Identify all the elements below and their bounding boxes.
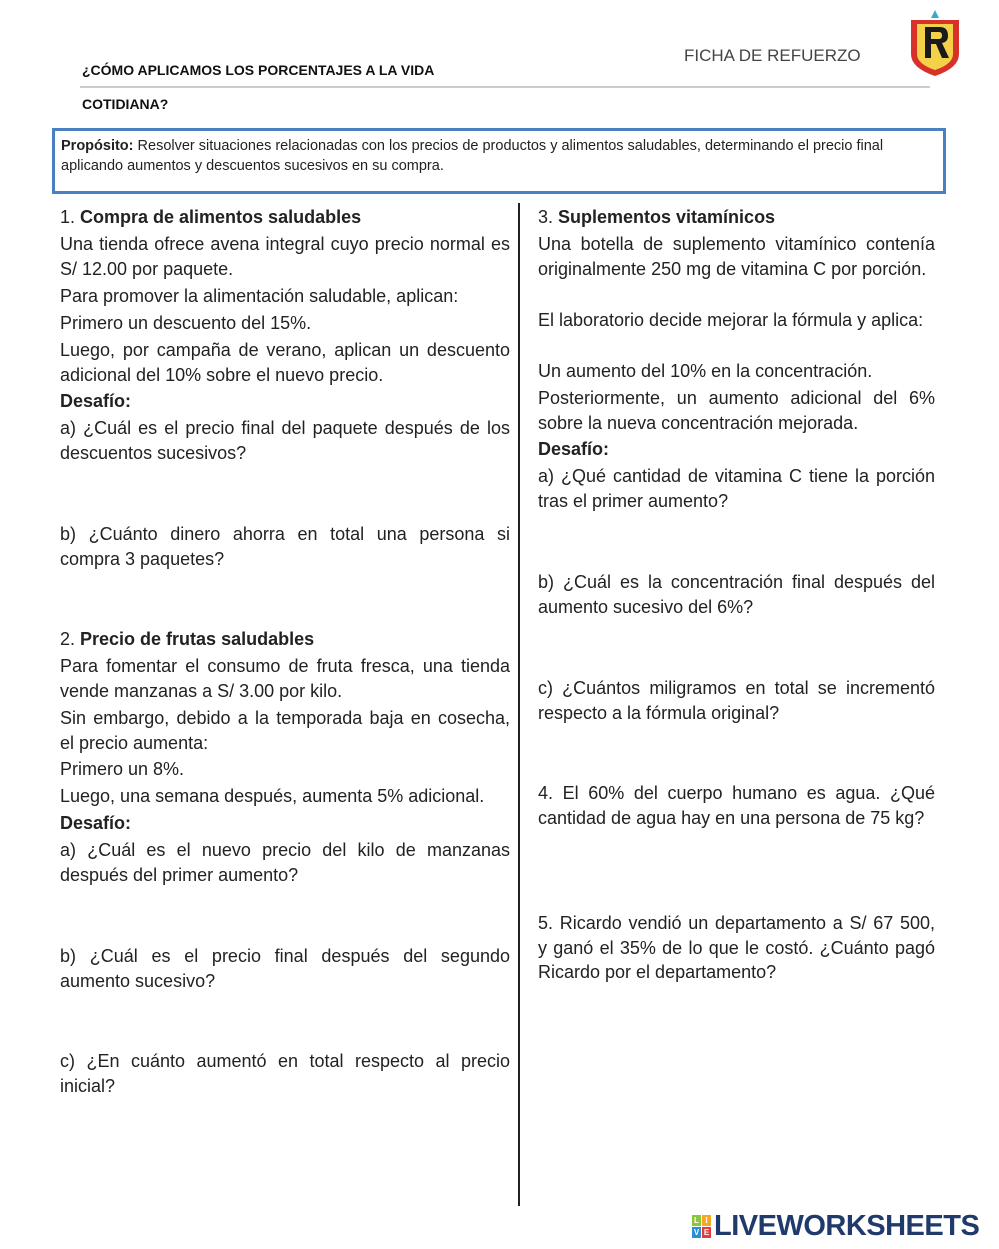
purpose-text: Resolver situaciones relacionadas con los precios de productos y alimentos saludables, determinando el precio final aplicando aumentos y descuentos sucesivos en su compra. (61, 138, 884, 174)
challenge-label: Desafío: (538, 439, 610, 459)
paragraph: Luego, por campaña de verano, aplican un descuento adicional del 10% sobre el nuevo precio. (60, 340, 510, 385)
icon-letter: E (703, 1228, 710, 1237)
problem-4: 4. El 60% del cuerpo humano es agua. ¿Qué cantidad de agua hay en una persona de 75 kg? (538, 783, 935, 828)
paragraph: El laboratorio decide mejorar la fórmula y aplica: (538, 310, 924, 330)
challenge-label: Desafío: (60, 391, 132, 411)
problem-5: 5. Ricardo vendió un departamento a S/ 67 500, y ganó el 35% de lo que le costó. ¿Cuánto pagó Ricardo por el departamento? (538, 913, 935, 982)
question-2b: b) ¿Cuál es el precio final después del segundo aumento sucesivo? (60, 946, 510, 991)
worksheet-title-line2: COTIDIANA? (82, 96, 169, 112)
problem-3-heading (538, 205, 935, 230)
column-divider (518, 203, 520, 1206)
paragraph: Posteriormente, un aumento adicional del 6% sobre la nueva concentración mejorada. (538, 388, 935, 433)
header-divider (80, 86, 930, 88)
live-blocks-icon (692, 1215, 711, 1238)
problem-number: 3. (538, 207, 559, 227)
challenge-label: Desafío: (60, 813, 132, 833)
question-1a: a) ¿Cuál es el precio final del paquete después de los descuentos sucesivos? (60, 418, 510, 463)
worksheet-title-line1: ¿CÓMO APLICAMOS LOS PORCENTAJES A LA VIDA (82, 62, 435, 78)
question-2a: a) ¿Cuál es el nuevo precio del kilo de manzanas después del primer aumento? (60, 840, 510, 885)
paragraph: Para promover la alimentación saludable, aplican: (60, 286, 459, 306)
paragraph: Sin embargo, debido a la temporada baja en cosecha, el precio aumenta: (60, 708, 510, 753)
paragraph: Una tienda ofrece avena integral cuyo precio normal es S/ 12.00 por paquete. (60, 234, 510, 279)
purpose-label: Propósito: (61, 138, 134, 154)
problem-title: Compra de alimentos saludables (80, 207, 362, 227)
icon-letter: V (693, 1228, 700, 1237)
problem-title: Suplementos vitamínicos (558, 207, 776, 227)
paragraph: Luego, una semana después, aumenta 5% adicional. (60, 786, 485, 806)
liveworksheets-logo (692, 1210, 979, 1243)
purpose-box (52, 128, 946, 194)
paragraph: Primero un 8%. (60, 759, 185, 779)
question-3c: c) ¿Cuántos miligramos en total se incrementó respecto a la fórmula original? (538, 678, 935, 723)
paragraph: Primero un descuento del 15%. (60, 313, 312, 333)
sheet-type-label: FICHA DE REFUERZO (684, 46, 861, 65)
paragraph: Un aumento del 10% en la concentración. (538, 361, 873, 381)
question-2c: c) ¿En cuánto aumentó en total respecto al precio inicial? (60, 1051, 510, 1096)
problem-1-heading (60, 205, 510, 230)
question-3b: b) ¿Cuál es la concentración final después del aumento sucesivo del 6%? (538, 572, 935, 617)
icon-letter: L (692, 1215, 701, 1226)
problem-number: 1. (60, 207, 81, 227)
problem-number: 2. (60, 629, 81, 649)
icon-letter: I (702, 1215, 711, 1226)
school-logo-icon (908, 10, 962, 76)
problem-2-heading (60, 627, 510, 652)
question-1b: b) ¿Cuánto dinero ahorra en total una persona si compra 3 paquetes? (60, 524, 510, 569)
problem-title: Precio de frutas saludables (80, 629, 315, 649)
question-3a: a) ¿Qué cantidad de vitamina C tiene la porción tras el primer aumento? (538, 466, 935, 511)
paragraph: Para fomentar el consumo de fruta fresca, una tienda vende manzanas a S/ 3.00 por kilo. (60, 656, 510, 701)
paragraph: Una botella de suplemento vitamínico contenía originalmente 250 mg de vitamina C por porción. (538, 234, 935, 279)
brand-name: LIVEWORKSHEETS (714, 1210, 980, 1242)
